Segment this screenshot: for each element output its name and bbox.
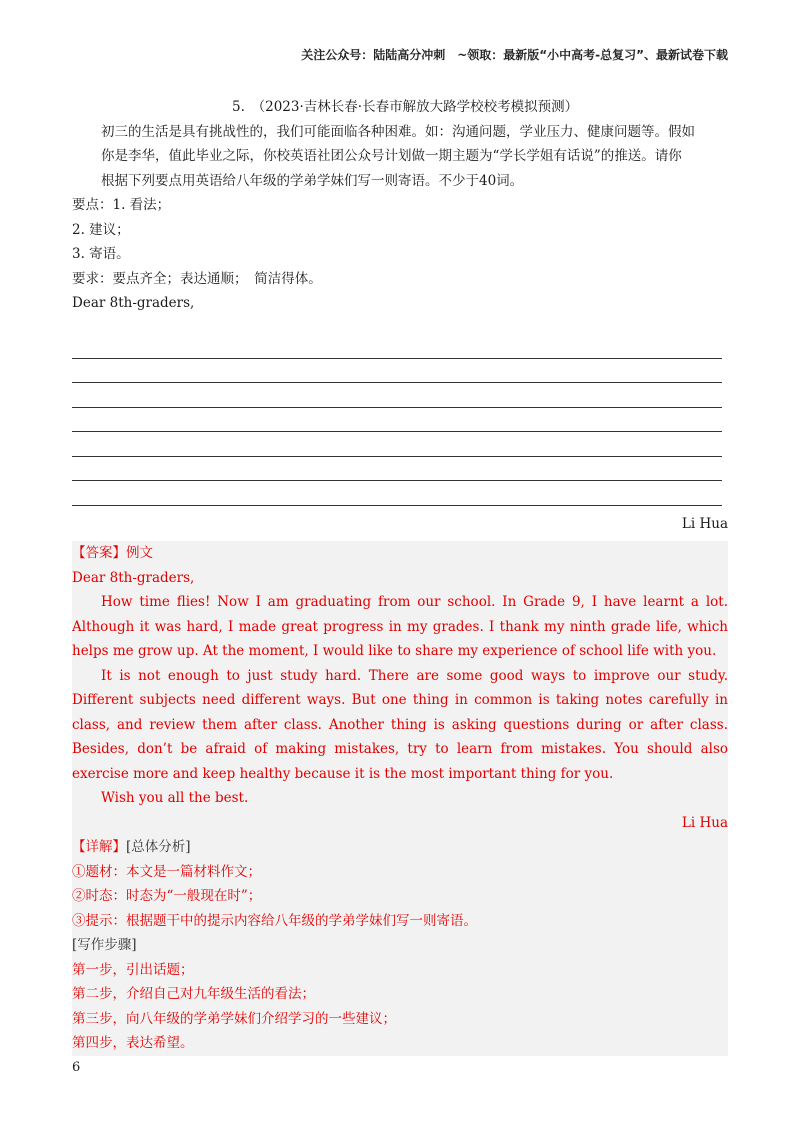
question-signature: Li Hua bbox=[681, 516, 728, 532]
question-block bbox=[72, 95, 728, 316]
steps-heading: [写作步骤] bbox=[72, 937, 137, 953]
question-number-source: 5. （2023·吉林长春·长春市解放大路学校校考模拟预测） bbox=[232, 99, 579, 115]
writing-lines bbox=[72, 334, 722, 506]
page-number: 6 bbox=[72, 1060, 81, 1075]
answer-paragraph: How time flies! Now I am graduating from our school. In Grade 9, I have learnt a lot. Although it was hard, I made great progress in my grades. I thank my ninth grade life, which helps me grow up. At the moment, I would like to share my experience of school life with you. bbox=[72, 594, 728, 659]
step-item: 第二步，介绍自己对九年级生活的看法； bbox=[72, 986, 315, 1002]
writing-line bbox=[72, 481, 722, 506]
step-item: 第四步，表达希望。 bbox=[72, 1035, 194, 1051]
point-item: 3. 寄语。 bbox=[72, 246, 130, 262]
answer-signature: Li Hua bbox=[681, 814, 728, 831]
analysis-heading: [总体分析] bbox=[126, 839, 191, 855]
writing-line bbox=[72, 432, 722, 457]
writing-line bbox=[72, 457, 722, 482]
answer-paragraph: It is not enough to just study hard. There are some good ways to improve our study. Different subjects need different ways. But one thing in common is taking notes carefully in class, and review them after class. Another thing is asking questions during or after class. Besides, don’t be afraid of making mistakes, try to learn from mistakes. You should also exercise more and keep healthy because it is the most important thing for you. bbox=[72, 667, 728, 782]
answer-salutation: Dear 8th-graders, bbox=[72, 569, 195, 586]
analysis-label: 【详解】 bbox=[72, 839, 126, 855]
writing-line bbox=[72, 334, 722, 359]
analysis-item: ①题材：本文是一篇材料作文； bbox=[72, 863, 261, 880]
prompt-line: 根据下列要点用英语给八年级的学弟学妹们写一则寄语。不少于40词。 bbox=[101, 172, 524, 189]
answer-block bbox=[72, 541, 728, 1056]
point-item: 要点：1. 看法； bbox=[72, 197, 171, 213]
prompt-line: 你是李华，值此毕业之际，你校英语社团公众号计划做一期主题为“学长学姐有话说”的推送。请你 bbox=[101, 148, 682, 164]
writing-line bbox=[72, 408, 722, 433]
writing-line bbox=[72, 383, 722, 408]
point-item: 2. 建议； bbox=[72, 221, 130, 238]
step-item: 第一步，引出话题； bbox=[72, 961, 194, 978]
page-header: 关注公众号：陆陆高分冲刺 ~领取：最新版“小中高考-总复习”、最新试卷下载 bbox=[301, 48, 728, 62]
answer-label-line bbox=[72, 541, 728, 566]
answer-label-tail: 例文 bbox=[126, 545, 153, 561]
analysis-item: ②时态：时态为“一般现在时”； bbox=[72, 888, 262, 904]
answer-paragraph: Wish you all the best. bbox=[101, 790, 249, 806]
answer-label: 【答案】 bbox=[72, 545, 126, 561]
prompt-line: 初三的生活是具有挑战性的，我们可能面临各种困难。如：沟通问题，学业压力、健康问题等。假如 bbox=[101, 123, 695, 140]
analysis-item: ③提示：根据题干中的提示内容给八年级的学弟学妹们写一则寄语。 bbox=[72, 912, 477, 929]
requirement-text: 要求：要点齐全；表达通顺； 简洁得体。 bbox=[72, 270, 322, 287]
step-item: 第三步，向八年级的学弟学妹们介绍学习的一些建议； bbox=[72, 1010, 396, 1027]
salutation: Dear 8th-graders, bbox=[72, 295, 195, 311]
analysis-label-line bbox=[72, 835, 728, 860]
writing-line bbox=[72, 359, 722, 384]
